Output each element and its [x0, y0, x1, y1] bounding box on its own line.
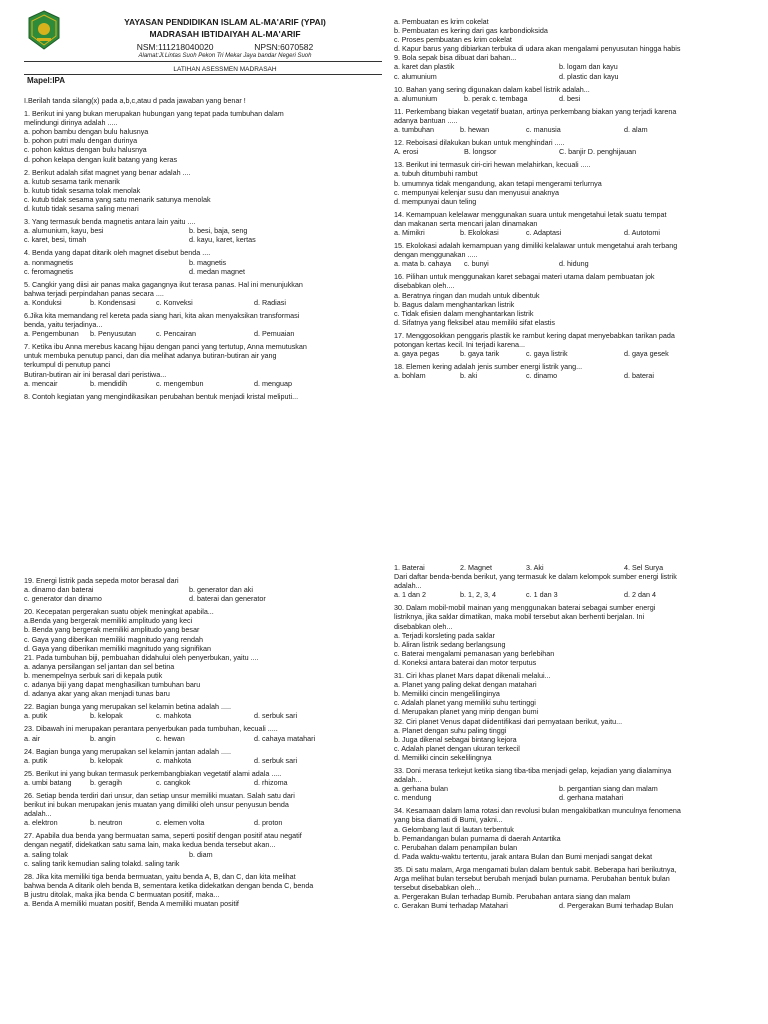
- answer-option[interactable]: b. 1, 2, 3, 4: [460, 590, 496, 600]
- answer-option[interactable]: a. dinamo dan baterai: [24, 585, 94, 595]
- question-text: yang bisa diamati di Bumi, yakni...: [394, 815, 503, 825]
- question-text: 33. Doni merasa terkejut ketika siang tiba-tiba menjadi gelap, kejadian yang dialaminya: [394, 765, 672, 775]
- answer-option[interactable]: c. feromagnetis: [24, 266, 74, 276]
- answer-option[interactable]: a. alumunium, kayu, besi: [24, 226, 104, 236]
- answer-option[interactable]: d. gaya gesek: [624, 349, 669, 359]
- question-text: bahwa terjadi perpindahan panas secara ....: [24, 288, 164, 298]
- answer-option[interactable]: d. serbuk sari: [254, 711, 298, 721]
- answer-options-row: [394, 784, 734, 793]
- answer-options-row: [394, 228, 734, 237]
- answer-option[interactable]: b. kelopak: [90, 711, 123, 721]
- question-text: Arga melihat bulan tersebut berubah menjadi bulan purnama. Perubahan bentuk bulan: [394, 874, 670, 883]
- answer-option[interactable]: B. longsor: [464, 147, 497, 157]
- answer-option[interactable]: b. magnetis: [189, 257, 227, 267]
- question-text: adalah...: [394, 775, 422, 785]
- question-text: melindungi dirinya adalah .....: [24, 118, 118, 128]
- answer-options-row: [394, 94, 734, 103]
- question-text: 5. Cangkir yang diisi air panas maka gagangnya ikut terasa panas. Hal ini menunjukkan: [24, 279, 303, 289]
- answer-option[interactable]: 2. Magnet: [460, 563, 492, 572]
- answer-options-row: [394, 72, 734, 81]
- answer-option[interactable]: c. Perubahan dalam penampilan bulan: [394, 842, 518, 852]
- answer-options-row: [394, 901, 734, 910]
- question-text: disebabkan oleh....: [394, 281, 455, 291]
- answer-options-row: [24, 711, 364, 720]
- question-text: 30. Dalam mobil-mobil mainan yang menggunakan baterai sebagai sumber energi: [394, 603, 656, 613]
- answer-option[interactable]: b. Juga dikenal sebagai bintang kejora: [394, 734, 517, 744]
- exam-title: LATIHAN ASESSMEN MADRASAH: [173, 66, 277, 73]
- question-text: 7. Ketika ibu Anna merebus kacang hijau dengan panci yang tertutup, Anna memutuskan: [24, 342, 307, 352]
- answer-option[interactable]: a. adanya persilangan sel jantan dan sel betina: [24, 661, 175, 671]
- answer-options-row: [394, 349, 734, 358]
- answer-option[interactable]: b. pergantian siang dan malam: [559, 784, 658, 794]
- answer-option[interactable]: d. mempunyai daun teling: [394, 196, 477, 206]
- header-divider: [24, 61, 382, 62]
- question-text: potongan kertas kecil. Ini terjadi karena...: [394, 340, 526, 349]
- answer-option[interactable]: d. cahaya matahari: [254, 733, 316, 743]
- answer-option[interactable]: c. Tidak efisien dalam menghantarkan listrik: [394, 308, 534, 318]
- question-text: 18. Elemen kering adalah jenis sumber energi listrik yang...: [394, 362, 583, 372]
- answer-option[interactable]: c. karet, besi, timah: [24, 235, 87, 245]
- question-text: 15. Ekolokasi adalah kemampuan yang dimiliki kelalawar untuk mengetahui arah terbang: [394, 241, 678, 251]
- answer-option[interactable]: c. mempunyai kelenjar susu dan menyusui anaknya: [394, 187, 560, 197]
- answer-option[interactable]: d. menguap: [254, 378, 292, 388]
- school-logo: [27, 10, 61, 50]
- answer-option[interactable]: a. pohon bambu dengan bulu halusnya: [24, 127, 149, 137]
- answer-option[interactable]: c. Adaptasi: [526, 227, 562, 237]
- answer-options-row: [24, 585, 364, 594]
- answer-option[interactable]: b. neutron: [90, 818, 123, 828]
- answer-options-row: [24, 379, 364, 388]
- answer-option[interactable]: A. erosi: [394, 147, 419, 157]
- answer-option[interactable]: a. kutub sesama tarik menarik: [24, 176, 120, 186]
- question-text: 6.Jika kita memandang rel kereta pada siang hari, kita akan menyaksikan transformasi: [24, 310, 300, 320]
- answer-option[interactable]: c. bunyi: [464, 259, 489, 269]
- question-text: 20. Kecepatan pergerakan suatu objek meningkat apabila...: [24, 607, 214, 617]
- answer-option[interactable]: a. putik: [24, 755, 48, 765]
- answer-option[interactable]: C. banjir D. penghijauan: [559, 147, 637, 157]
- answer-option[interactable]: b. gaya tarik: [460, 349, 500, 359]
- answer-option[interactable]: a. saling tolak: [24, 849, 68, 859]
- answer-option[interactable]: a. umbi batang: [24, 777, 72, 787]
- question-text: 12. Reboisasi dilakukan bukan untuk menghindari .....: [394, 138, 565, 148]
- answer-option[interactable]: c. saling tarik kemudian saling tolakd. saling tarik: [24, 858, 180, 868]
- answer-option[interactable]: c. Pencairan: [156, 329, 196, 339]
- answer-options-row: [394, 125, 734, 134]
- answer-option[interactable]: a.Benda yang bergerak memiliki amplitudo yang keci: [24, 616, 193, 626]
- question-text: 22. Bagian bunga yang merupakan sel kelamin betina adalah .....: [24, 702, 231, 712]
- answer-option[interactable]: a. alumunium: [394, 93, 438, 103]
- answer-option[interactable]: b. Bagus dalam menghantarkan listrik: [394, 299, 515, 309]
- answer-option[interactable]: c. adanya biji yang dapat menghasilkan tumbuhan baru: [24, 680, 201, 690]
- question-text: 23. Dibawah ini merupakan perantara penyerbukan pada tumbuhan, kecuali .....: [24, 724, 278, 734]
- answer-option[interactable]: b. hewan: [460, 125, 490, 135]
- answer-option[interactable]: d. alam: [624, 125, 648, 135]
- answer-option[interactable]: b. aki: [460, 371, 478, 381]
- question-text: 14. Kemampuan kelelawar menggunakan suara untuk mengetahui letak suatu tempat: [394, 209, 667, 219]
- answer-option[interactable]: a. Konduksi: [24, 297, 62, 307]
- answer-options-row: [24, 778, 364, 787]
- question-text: untuk membuka penutup panci, dan dia melihat adanya butiran-butiran air yang: [24, 351, 277, 361]
- answer-options-row: [394, 147, 734, 156]
- answer-option[interactable]: c. hewan: [156, 733, 185, 743]
- answer-option[interactable]: b. Kondensasi: [90, 297, 136, 307]
- answer-option[interactable]: a. Pergerakan Bulan terhadap Bumib. Perubahan antara siang dan malam: [394, 892, 631, 902]
- answer-options-row: [24, 329, 364, 338]
- question-text: 19. Energi listrik pada sepeda motor berasal dari: [24, 576, 179, 585]
- answer-options-row: [394, 371, 734, 380]
- question-text: Dari daftar benda-benda berikut, yang termasuk ke dalam kelompok sumber energi listrik: [394, 572, 677, 582]
- answer-option[interactable]: d. Radiasi: [254, 297, 286, 307]
- answer-options-row: [24, 235, 364, 244]
- answer-option[interactable]: a. mata b. cahaya: [394, 259, 452, 269]
- question-text: 9. Bola sepak bisa dibuat dari bahan...: [394, 53, 517, 63]
- answer-option[interactable]: c. manusia: [526, 125, 561, 135]
- answer-option[interactable]: a. tumbuhan: [394, 125, 434, 135]
- answer-option[interactable]: d. 2 dan 4: [624, 590, 656, 600]
- answer-options-row: [24, 850, 364, 859]
- answer-option[interactable]: b. angin: [90, 733, 116, 743]
- question-text: 35. Di satu malam, Arga mengamati bulan dalam bentuk sabit. Beberapa hari berikutnya,: [394, 864, 677, 874]
- answer-options-row: [24, 818, 364, 827]
- answer-option[interactable]: d. Merupakan planet yang mirip dengan bumi: [394, 707, 539, 717]
- answer-option[interactable]: a. 1 dan 2: [394, 590, 426, 600]
- question-text: terkumpul di penutup panci: [24, 360, 111, 370]
- question-text: 32. Ciri planet Venus dapat diidentifikasi dari pernyataan berikut, yaitu...: [394, 716, 623, 726]
- question-text: 25. Berikut ini yang bukan termasuk perkembangbiakan vegetatif alami adala .....: [24, 768, 282, 778]
- answer-option[interactable]: c. gaya listrik: [526, 349, 568, 359]
- answer-options-row: [24, 226, 364, 235]
- question-text: B justru ditolak, maka jika benda C bermuatan positif, maka...: [24, 889, 220, 899]
- question-text: dengan menggunakan .....: [394, 250, 478, 260]
- answer-options-row: [394, 793, 734, 802]
- answer-option[interactable]: c. mahkota: [156, 711, 192, 721]
- answer-option[interactable]: b. geragih: [90, 777, 122, 787]
- question-text: I.Berilah tanda silang(x) pada a,b,c,atau d pada jawaban yang benar !: [24, 96, 246, 105]
- answer-options-row: [24, 594, 364, 603]
- answer-option[interactable]: b. mendidih: [90, 378, 128, 388]
- answer-option[interactable]: c. dinamo: [526, 371, 558, 381]
- answer-option[interactable]: c. Adalah planet yang memiliki suhu tertinggi: [394, 698, 536, 708]
- school-name: MADRASAH IBTIDAIYAH AL-MA'ARIF: [149, 29, 301, 39]
- question-text: 4. Benda yang dapat ditarik oleh magnet disebut benda ....: [24, 248, 211, 258]
- nsm-number: NSM:111218040020: [136, 42, 214, 52]
- question-text: 13. Berikut ini termasuk ciri-ciri hewan melahirkan, kecuali .....: [394, 160, 591, 170]
- answer-option[interactable]: b. perak c. tembaga: [464, 93, 528, 103]
- question-text: 27. Apabila dua benda yang bermuatan sama, seperti positif dengan positif atau negatif: [24, 831, 302, 841]
- answer-option[interactable]: d. Kapur barus yang dibiarkan terbuka di udara akan mengalami penyusutan hingga habis: [394, 44, 681, 54]
- answer-option[interactable]: a. gerhana bulan: [394, 784, 448, 794]
- question-text: 16. Pilihan untuk menggunakan karet sebagai materi utama dalam pembuatan jok: [394, 272, 655, 282]
- exam-page-2: [0, 548, 768, 1024]
- answer-option[interactable]: b. Pembuatan es kering dari gas karbondioksida: [394, 26, 548, 36]
- question-text: adanya bantuan .....: [394, 115, 458, 125]
- answer-option[interactable]: a. Gelombang laut di lautan terbentuk: [394, 824, 514, 834]
- answer-options-row: [394, 563, 734, 572]
- answer-option[interactable]: d. Autotomi: [624, 227, 660, 237]
- question-text: disebabkan oleh...: [394, 621, 453, 631]
- answer-option[interactable]: d. kayu, karet, kertas: [189, 235, 256, 245]
- answer-option[interactable]: a. Pembuatan es krim cokelat: [394, 17, 489, 26]
- answer-option[interactable]: d. baterai: [624, 371, 654, 381]
- answer-option[interactable]: d. Pemuaian: [254, 329, 295, 339]
- answer-option[interactable]: c. kutub tidak sesama yang satu menarik satunya menolak: [24, 194, 211, 204]
- answer-option[interactable]: d. Pada waktu-waktu tertentu, jarak antara Bulan dan Bumi menjadi sangat dekat: [394, 851, 653, 861]
- question-text: 1. Berikut ini yang bukan merupakan hubungan yang tepat pada tumbuhan dalam: [24, 109, 284, 119]
- answer-option[interactable]: c. cangkok: [156, 777, 191, 787]
- answer-option[interactable]: d. baterai dan generator: [189, 594, 266, 604]
- answer-option[interactable]: b. generator dan aki: [189, 585, 253, 595]
- question-text: benda, yaitu terjadinya...: [24, 320, 103, 330]
- answer-option[interactable]: b. Benda yang bergerak memiliki amplitudo yang besar: [24, 625, 200, 635]
- answer-option[interactable]: b. umumnya tidak mengandung, akan tetapi mengerami terlurnya: [394, 178, 602, 188]
- question-text: berikut ini bukan merupakan jenis muatan yang dimiliki oleh unsur penyusun benda: [24, 800, 289, 810]
- answer-option[interactable]: b. logam dan kayu: [559, 62, 618, 72]
- answer-option[interactable]: d. Memiliki cincin sekelilingnya: [394, 752, 492, 762]
- answer-option[interactable]: d. serbuk sari: [254, 755, 298, 765]
- answer-option[interactable]: a. tubuh ditumbuhi rambut: [394, 169, 478, 179]
- question-text: 28. Jika kita memiliki tiga benda bermuatan, yaitu benda A, B, dan C, dan kita melihat: [24, 871, 296, 881]
- answer-option[interactable]: a. Beratnya ringan dan mudah untuk dibentuk: [394, 290, 540, 300]
- answer-option[interactable]: b. kelopak: [90, 755, 123, 765]
- answer-option[interactable]: c. Gerakan Bumi terhadap Matahari: [394, 901, 508, 911]
- question-text: listriknya, jika saklar dimatikan, maka mobil tersebut akan berhenti berjalan. Ini: [394, 612, 645, 622]
- question-text: Butiran-butiran air ini berasal dari peristiwa...: [24, 369, 167, 379]
- question-text: 8. Contoh kegiatan yang mengindikasikan perubahan bentuk menjadi kristal meliputi...: [24, 391, 299, 401]
- question-text: adalah...: [394, 581, 422, 591]
- question-text: dan makanan serta mencari jalan dinamakan: [394, 218, 538, 228]
- question-text: 34. Kesamaan dalam lama rotasi dan revolusi bulan mengakibatkan munculnya fenomena: [394, 806, 681, 816]
- title-divider: [24, 74, 382, 75]
- right-column-questions: [394, 17, 734, 380]
- answer-option[interactable]: b. Ekolokasi: [460, 227, 499, 237]
- left-column-questions: [24, 576, 364, 908]
- answer-options-row: [394, 590, 734, 599]
- question-text: tersebut disebabkan oleh...: [394, 883, 481, 893]
- school-address: Alamat:Jl.Lintas Suoh Pekon Tri Mekar Jaya bandar Negeri Suoh: [138, 53, 312, 59]
- answer-option[interactable]: c. pohon kaktus dengan bulu halusnya: [24, 145, 147, 155]
- answer-option[interactable]: a. Mimikri: [394, 227, 425, 237]
- answer-option[interactable]: d. besi: [559, 93, 581, 103]
- question-text: 11. Perkembang biakan vegetatif buatan, artinya perkembang biakan yang terjadi karena: [394, 106, 677, 116]
- answer-option[interactable]: d. kutub tidak sesama saling menari: [24, 204, 139, 214]
- answer-option[interactable]: c. Baterai mengalami pemanasan yang berlebihan: [394, 648, 555, 658]
- answer-option[interactable]: d. Gaya yang diberikan memiliki magnitudo yang signifikan: [24, 643, 211, 653]
- answer-options-row: [24, 267, 364, 276]
- school-ids: [60, 42, 390, 52]
- answer-option[interactable]: a. Planet yang paling dekat dengan matahari: [394, 680, 537, 690]
- question-text: 3. Yang termasuk benda magnetis antara lain yaitu ....: [24, 217, 196, 227]
- answer-option[interactable]: d. Pergerakan Bumi terhadap Bulan: [559, 901, 674, 911]
- answer-option[interactable]: c. mengembun: [156, 378, 204, 388]
- answer-option[interactable]: a. karet dan plastik: [394, 62, 455, 72]
- answer-option[interactable]: c. Adalah planet dengan ukuran terkecil: [394, 743, 520, 753]
- question-text: 26. Setiap benda terdiri dari unsur, dan setiap unsur memiliki muatan. Salah satu dari: [24, 790, 295, 800]
- answer-option[interactable]: 3. Aki: [526, 563, 544, 572]
- answer-option[interactable]: c. Konveksi: [156, 297, 193, 307]
- answer-option[interactable]: 1. Baterai: [394, 563, 425, 572]
- answer-option[interactable]: b. Pemandangan bulan purnama di daerah Antartika: [394, 833, 561, 843]
- answer-option[interactable]: a. bohlam: [394, 371, 426, 381]
- answer-option[interactable]: b. kutub tidak sesama tolak menolak: [24, 185, 141, 195]
- question-text: 2. Berikut adalah sifat magnet yang benar adalah ....: [24, 167, 191, 177]
- answer-option[interactable]: b. Aliran listrik sedang berlangsung: [394, 639, 506, 649]
- answer-option[interactable]: b. besi, baja, seng: [189, 226, 248, 236]
- answer-option[interactable]: c. 1 dan 3: [526, 590, 558, 600]
- right-column-questions: [394, 563, 734, 910]
- answer-options-row: [24, 258, 364, 267]
- question-text: 21. Pada tumbuhan biji, pembuahan didahului oleh penyerbukan, yaitu ....: [24, 652, 259, 662]
- answer-option[interactable]: a. Terjadi korsleting pada saklar: [394, 630, 495, 640]
- letterhead: [0, 0, 390, 96]
- answer-option[interactable]: a. Pengembunan: [24, 329, 79, 339]
- answer-option[interactable]: d. adanya akar yang akan menjadi tunas baru: [24, 689, 170, 699]
- answer-option[interactable]: d. plastic dan kayu: [559, 71, 619, 81]
- answer-option[interactable]: b. Penyusutan: [90, 329, 136, 339]
- answer-option[interactable]: b. Memiliki cincin mengelilinginya: [394, 689, 500, 699]
- npsn-number: NPSN:6070582: [254, 42, 314, 52]
- answer-option[interactable]: a. elektron: [24, 818, 58, 828]
- answer-option[interactable]: a. nonmagnetis: [24, 257, 74, 267]
- foundation-name: YAYASAN PENDIDIKAN ISLAM AL-MA'ARIF (YPAI): [124, 17, 326, 27]
- question-text: adalah...: [24, 809, 52, 819]
- answer-option[interactable]: d. pohon kelapa dengan kulit batang yang keras: [24, 154, 178, 164]
- question-text: 10. Bahan yang sering digunakan dalam kabel listrik adalah...: [394, 84, 590, 94]
- question-text: 24. Bagian bunga yang merupakan sel kelamin jantan adalah .....: [24, 746, 231, 756]
- answer-option[interactable]: a. Benda A memiliki muatan positif, Benda A memiliki muatan positif: [24, 899, 239, 908]
- answer-option[interactable]: b. pohon putri malu dengan durinya: [24, 136, 138, 146]
- question-text: dengan negatif, didekatkan satu sama lain, maka kedua benda tersebut akan...: [24, 840, 276, 850]
- answer-option[interactable]: a. mencair: [24, 378, 58, 388]
- question-text: 17. Menggosokkan penggaris plastik ke rambut kering dapat menyebabkan tarikan pada: [394, 330, 675, 340]
- answer-options-row: [24, 298, 364, 307]
- answer-option[interactable]: c. generator dan dinamo: [24, 594, 102, 604]
- answer-option[interactable]: c. Proses pembuatan es krim cokelat: [394, 35, 512, 45]
- answer-option[interactable]: b. diam: [189, 849, 213, 859]
- answer-option[interactable]: c. elemen volta: [156, 818, 205, 828]
- answer-option[interactable]: a. putik: [24, 711, 48, 721]
- answer-option[interactable]: b. menempelnya serbuk sari di kepala putik: [24, 670, 163, 680]
- answer-options-row: [24, 756, 364, 765]
- answer-options-row: [394, 259, 734, 268]
- answer-option[interactable]: d. medan magnet: [189, 266, 245, 276]
- answer-options-row: [24, 734, 364, 743]
- answer-option[interactable]: a. Planet dengan suhu paling tinggi: [394, 725, 507, 735]
- answer-option[interactable]: 4. Sel Surya: [624, 563, 664, 572]
- answer-option[interactable]: d. Sifatnya yang fleksibel atau memiliki sifat elastis: [394, 317, 555, 327]
- answer-option[interactable]: c. alumunium: [394, 71, 437, 81]
- question-text: bahwa benda A ditarik oleh benda B, sementara ketika didekatkan dengan benda C, benda: [24, 880, 314, 890]
- question-text: 31. Ciri khas planet Mars dapat dikenali melalui...: [394, 671, 551, 681]
- answer-option[interactable]: d. proton: [254, 818, 283, 828]
- answer-option[interactable]: d. gerhana matahari: [559, 793, 624, 803]
- answer-option[interactable]: d. rhizoma: [254, 777, 288, 787]
- answer-option[interactable]: d. Koneksi antara baterai dan motor terputus: [394, 657, 537, 667]
- left-column-questions: [24, 96, 364, 401]
- answer-option[interactable]: c. mahkota: [156, 755, 192, 765]
- subject-label: Mapel:IPA: [27, 76, 66, 85]
- answer-option[interactable]: d. hidung: [559, 259, 589, 269]
- answer-option[interactable]: c. Gaya yang diberikan memiliki magnitudo yang rendah: [24, 634, 203, 644]
- answer-options-row: [394, 62, 734, 71]
- answer-option[interactable]: c. mendung: [394, 793, 432, 803]
- answer-option[interactable]: a. gaya pegas: [394, 349, 440, 359]
- answer-option[interactable]: a. air: [24, 733, 40, 743]
